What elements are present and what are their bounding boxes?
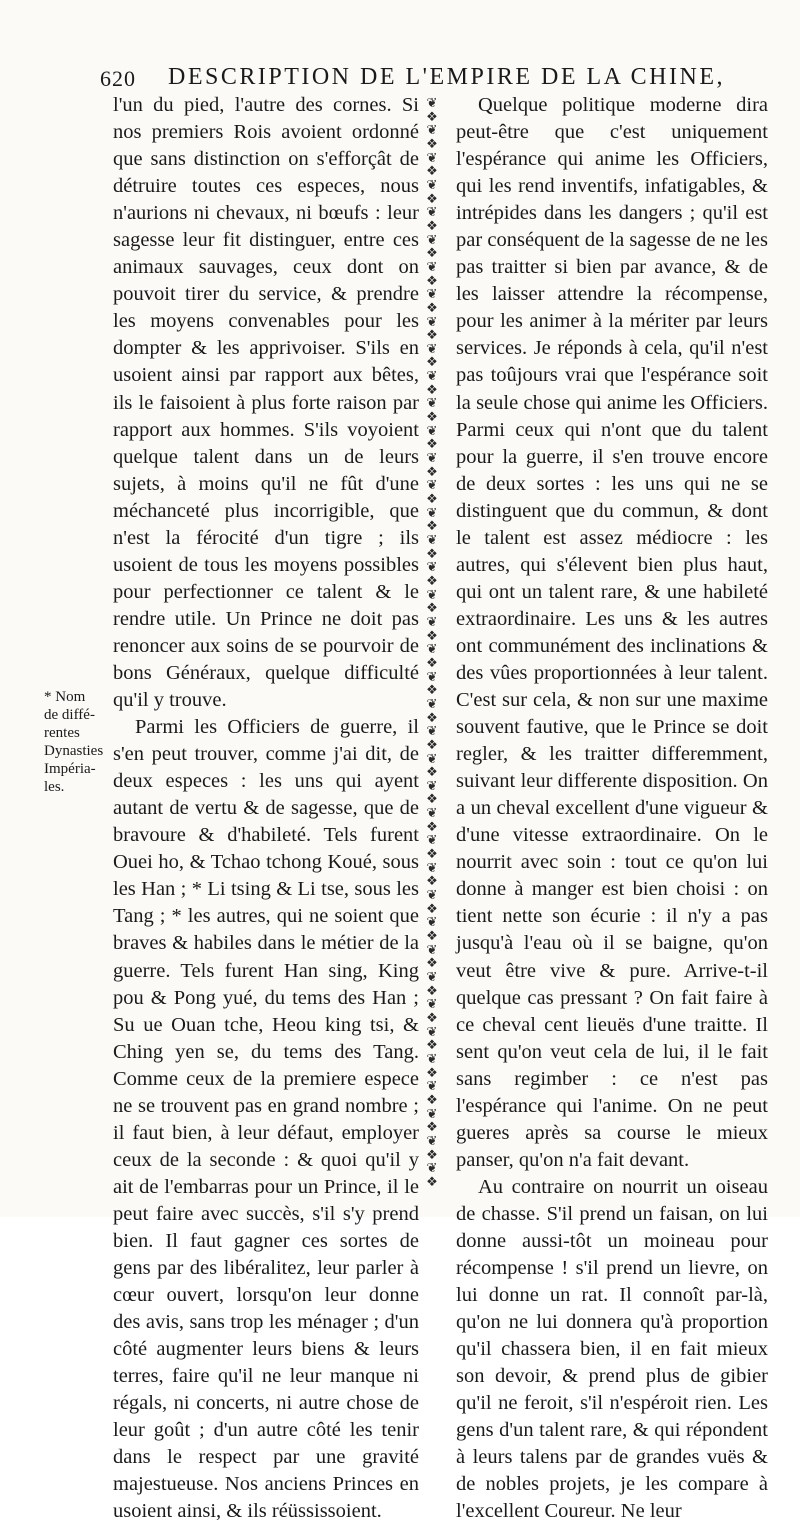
ornament-glyph: ❦: [426, 1105, 438, 1121]
ornament-glyph: ❦: [426, 832, 438, 848]
ornament-glyph: ❖: [426, 436, 438, 452]
ornament-glyph: ❖: [426, 900, 438, 916]
ornament-glyph: ❦: [426, 914, 438, 930]
ornament-glyph: ❦: [426, 586, 438, 602]
ornament-glyph: ❦: [426, 723, 438, 739]
ornament-glyph: ❦: [426, 96, 438, 110]
ornament-glyph: ❖: [426, 627, 438, 643]
ornament-glyph: ❖: [426, 163, 438, 179]
ornament-glyph: ❦: [426, 1023, 438, 1039]
ornament-glyph: ❖: [426, 955, 438, 971]
ornament-glyph: ❦: [426, 368, 438, 384]
margin-note-line: Impéria-: [44, 761, 96, 777]
ornament-glyph: ❖: [426, 463, 438, 479]
ornament-glyph: ❖: [426, 873, 438, 889]
ornament-glyph: ❦: [426, 1050, 438, 1066]
ornament-glyph: ❦: [426, 613, 438, 629]
ornament-glyph: ❦: [426, 668, 438, 684]
margin-note-line: de diffé-: [44, 707, 95, 723]
ornament-glyph: ❖: [426, 818, 438, 834]
ornamental-column-divider: [421, 96, 443, 1191]
margin-note-line: Dynasties: [44, 743, 104, 759]
page-number: 620: [100, 66, 136, 91]
ornament-glyph: ❖: [426, 736, 438, 752]
ornament-glyph: ❖: [426, 381, 438, 397]
ornament-glyph: ❦: [426, 422, 438, 438]
ornament-glyph: ❖: [426, 545, 438, 561]
left-column: [113, 92, 419, 1525]
ornament-glyph: ❖: [426, 1146, 438, 1162]
ornament-glyph: ❦: [426, 641, 438, 657]
ornament-glyph: ❖: [426, 764, 438, 780]
ornament-glyph: ❦: [426, 286, 438, 302]
margin-note-line: * Nom: [44, 689, 86, 705]
ornament-glyph: ❖: [426, 299, 438, 315]
ornament-glyph: ❖: [426, 572, 438, 588]
ornament-glyph: ❖: [426, 982, 438, 998]
ornament-glyph: ❦: [426, 395, 438, 411]
ornament-glyph: ❖: [426, 409, 438, 425]
ornament-glyph: ❦: [426, 340, 438, 356]
ornament-glyph: ❦: [426, 559, 438, 575]
ornament-glyph: ❦: [426, 149, 438, 165]
ornament-glyph: ❦: [426, 887, 438, 903]
ornament-glyph: ❦: [426, 1078, 438, 1094]
ornament-glyph: ❖: [426, 1037, 438, 1053]
ornament-glyph: ❖: [426, 600, 438, 616]
ornament-glyph: ❦: [426, 805, 438, 821]
ornament-glyph: ❦: [426, 477, 438, 493]
ornament-glyph: ❖: [426, 654, 438, 670]
ornament-glyph: ❦: [426, 1132, 438, 1148]
ornament-glyph: ❦: [426, 695, 438, 711]
ornament-glyph: ❦: [426, 996, 438, 1012]
left-paragraph-2: Parmi les Officiers de guerre, il s'en peut trouver, comme j'ai dit, de deux especes : les uns qui ayent autant de vertu & de sagesse, que de bravoure & d'habileté. Tels furent Ouei ho, & Tchao tchong Koué, sous les Han ; * Li tsing & Li tse, sous les Tang ; * les autres, qui ne soient que braves & habiles dans le métier de la guerre. Tels furent Han sing, King pou & Pong yué, du tems des Han ; Su ue Ouan tche, Heou king tsi, & Ching yen se, du tems des Tang. Comme ceux de la premiere espece ne se trouvent pas en grand nombre ; il faut bien, à leur défaut, employer ceux de la seconde : & quoi qu'il y ait de l'embarras pour un Prince, il le peut faire avec succès, s'il s'y prend bien. Il faut gagner ces sortes de gens par des libéralitez, leur parler à cœur ouvert, lorsqu'on leur donne des avis, sans trop les ménager ; d'un côté augmenter leurs biens & leurs terres, faire qu'il ne leur manque ni régals, ni concerts, ni autre chose de leur goût ; d'un autre côté les tenir dans le respect par une gravité majestueuse. Nos anciens Princes en usoient ainsi, & ils réüssissoient.: [113, 716, 419, 1523]
ornament-glyph: ❦: [426, 750, 438, 766]
ornament-glyph: ❦: [426, 450, 438, 466]
margin-note: [44, 688, 108, 796]
ornament-glyph: ❖: [426, 846, 438, 862]
running-title: DESCRIPTION DE L'EMPIRE DE LA CHINE,: [168, 64, 725, 90]
ornament-glyph: ❖: [426, 791, 438, 807]
right-column: [456, 92, 768, 1525]
ornament-glyph: ❖: [426, 190, 438, 206]
ornament-glyph: ❖: [426, 108, 438, 124]
ornament-glyph: ❦: [426, 1160, 438, 1176]
ornament-glyph: ❦: [426, 122, 438, 138]
ornament-glyph: ❦: [426, 859, 438, 875]
right-paragraph-2: Au contraire on nourrit un oiseau de chasse. S'il prend un faisan, on lui donne aussi-tôt un moineau pour récompense ! s'il prend un lievre, on lui donne un rat. Il connoît par-là, qu'on ne lui donnera qu'à proportion qu'il chassera bien, il en fait mieux son devoir, & prend plus de gibier qu'il ne feroit, s'il n'espéroit rien. Les gens d'un talent rare, & qui répondent à leurs talens par de grandes vuës & de nobles projets, je les compare à l'excellent Coureur. Ne leur: [456, 1175, 768, 1523]
ornament-glyph: ❖: [426, 1009, 438, 1025]
ornament-glyph: ❖: [426, 272, 438, 288]
ornament-glyph: ❖: [426, 491, 438, 507]
ornament-glyph: ❖: [426, 1119, 438, 1135]
ornament-glyph: ❦: [426, 969, 438, 984]
ornament-glyph: ❖: [426, 135, 438, 151]
ornament-glyph: ❖: [426, 217, 438, 233]
ornament-glyph: ❖: [426, 1091, 438, 1107]
ornament-glyph: ❦: [426, 258, 438, 274]
left-paragraph-1: l'un du pied, l'autre des cornes. Si nos premiers Rois avoient ordonné que sans distinction on s'efforçât de détruire toutes ces especes, nous n'aurions ni chevaux, ni bœufs : leur sagesse leur fit distinguer, entre ces animaux sauvages, ceux dont on pouvoit tirer du service, & prendre les moyens convenables pour les dompter & les apprivoiser. S'ils en usoient ainsi par rapport aux bêtes, ils le faisoient à plus forte raison par rapport aux hommes. S'ils voyoient quelque talent dans un de leurs sujets, à moins qu'il ne fût d'une méchanceté plus incorrigible, que n'est la férocité d'un tigre ; ils usoient de tous les moyens possibles pour perfectionner ce talent & le rendre utile. Un Prince ne doit pas renoncer aux soins de se pourvoir de bons Généraux, quelque difficulté qu'il y trouve.: [113, 94, 419, 712]
ornament-glyph: ❖: [426, 1173, 438, 1189]
ornament-glyph: ❖: [426, 928, 438, 944]
ornament-glyph: ❦: [426, 231, 438, 247]
ornament-glyph: ❦: [426, 313, 438, 329]
ornament-glyph: ❦: [426, 532, 438, 547]
margin-note-line: rentes: [44, 725, 80, 741]
ornament-glyph: ❖: [426, 245, 438, 261]
ornament-glyph: ❖: [426, 709, 438, 725]
ornament-glyph: ❖: [426, 518, 438, 534]
ornament-glyph: ❦: [426, 941, 438, 957]
ornament-glyph: ❖: [426, 327, 438, 343]
ornament-glyph: ❦: [426, 777, 438, 793]
ornament-glyph: ❖: [426, 1064, 438, 1080]
margin-note-line: les.: [44, 779, 65, 795]
ornament-glyph: ❦: [426, 176, 438, 192]
ornament-glyph: ❦: [426, 504, 438, 520]
right-paragraph-1: Quelque politique moderne dira peut-être que c'est uniquement l'espérance qui anime les Officiers, qui les rend inventifs, infatigables, & intrépides dans les dangers ; qu'il est par conséquent de la sagesse de ne les pas traitter si bien par avance, & de les laisser attendre la récompense, pour les animer à la mériter par leurs services. Je réponds à cela, qu'il n'est pas toûjours vrai que l'espérance soit la seule chose qui anime les Officiers. Parmi ceux qui n'ont que du talent pour la guerre, il s'en trouve encore de deux sortes : les uns qui ne se distinguent que du commun, & dont le talent est assez médiocre : les autres, qui s'élevent bien plus haut, qui ont un talent rare, & une habileté extraordinaire. Les uns & les autres ont communément des inclinations & des vûes proportionnées à leur talent. C'est sur cela, & non sur une maxime souvent fautive, que le Prince se doit regler, & les traitter differemment, suivant leur differente disposition. On a un cheval excellent d'une vigueur & d'une vitesse extraordinaire. On le nourrit avec soin : tout ce qu'on lui donne à manger est bien choisi : on tient nette son écurie : il n'y a pas jusqu'à l'eau où il se baigne, qu'on veut être vive & pure. Arrive-t-il quelque cas pressant ? On fait faire à ce cheval cent lieuës d'une traitte. Il sent qu'on veut cela de lui, il le fait sans regimber : ce n'est pas l'espérance qui l'anime. On ne peut gueres après sa course le mieux panser, qu'on n'a fait devant.: [456, 94, 768, 1171]
ornament-glyph: ❦: [426, 204, 438, 220]
ornament-glyph: ❖: [426, 354, 438, 370]
ornament-glyph: ❖: [426, 682, 438, 698]
